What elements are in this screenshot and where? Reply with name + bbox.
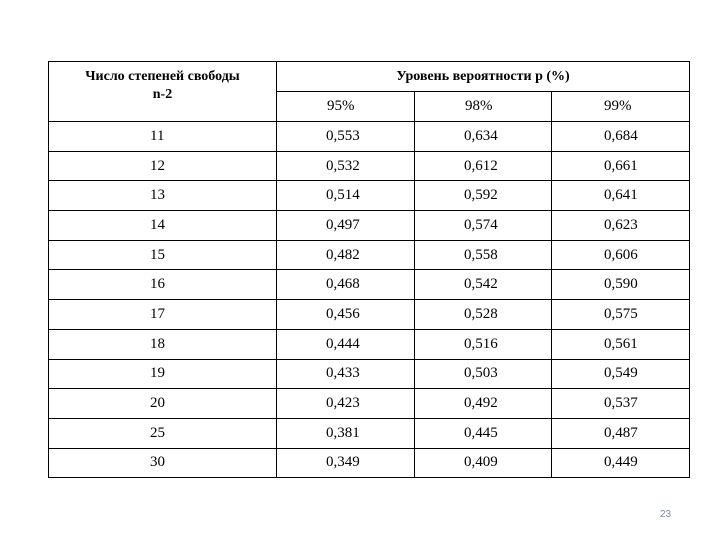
df-cell: 20 [49, 389, 277, 419]
df-cell: 30 [49, 448, 277, 478]
p95-cell: 0,349 [277, 448, 415, 478]
df-cell: 12 [49, 151, 277, 181]
p95-cell: 0,482 [277, 240, 415, 270]
df-cell: 19 [49, 359, 277, 389]
p95-cell: 0,433 [277, 359, 415, 389]
p98-cell: 0,612 [415, 151, 552, 181]
header-row-group [49, 62, 690, 92]
p99-cell: 0,623 [552, 211, 690, 241]
p99-cell: 0,606 [552, 240, 690, 270]
correlation-critical-values-table-wrapper [48, 61, 689, 478]
p98-cell: 0,516 [415, 329, 552, 359]
p99-cell: 0,561 [552, 329, 690, 359]
p99-cell: 0,590 [552, 270, 690, 300]
p98-cell: 0,503 [415, 359, 552, 389]
p98-cell: 0,445 [415, 418, 552, 448]
table-row [49, 211, 690, 241]
table-row [49, 181, 690, 211]
table-row [49, 359, 690, 389]
table-header [49, 62, 690, 122]
table-row [49, 389, 690, 419]
degrees-of-freedom-header-line1: Число степеней свободы [85, 69, 240, 84]
level-98-header-label: 98% [465, 98, 493, 114]
p98-cell: 0,528 [415, 300, 552, 330]
df-cell: 17 [49, 300, 277, 330]
table-row [49, 448, 690, 478]
p99-cell: 0,575 [552, 300, 690, 330]
table-row [49, 300, 690, 330]
table-row [49, 418, 690, 448]
p98-cell: 0,409 [415, 448, 552, 478]
p99-cell: 0,684 [552, 122, 690, 152]
level-95-header [277, 92, 415, 122]
p99-cell: 0,641 [552, 181, 690, 211]
degrees-of-freedom-header [49, 62, 277, 122]
level-95-header-label: 95% [327, 98, 355, 114]
p99-cell: 0,449 [552, 448, 690, 478]
page-number: 23 [660, 509, 672, 520]
p95-cell: 0,497 [277, 211, 415, 241]
df-cell: 15 [49, 240, 277, 270]
p99-cell: 0,487 [552, 418, 690, 448]
level-99-header [552, 92, 690, 122]
p95-cell: 0,532 [277, 151, 415, 181]
p95-cell: 0,423 [277, 389, 415, 419]
df-cell: 16 [49, 270, 277, 300]
df-cell: 14 [49, 211, 277, 241]
p98-cell: 0,542 [415, 270, 552, 300]
p95-cell: 0,456 [277, 300, 415, 330]
table-row [49, 329, 690, 359]
p95-cell: 0,444 [277, 329, 415, 359]
p98-cell: 0,492 [415, 389, 552, 419]
p95-cell: 0,468 [277, 270, 415, 300]
p98-cell: 0,634 [415, 122, 552, 152]
p98-cell: 0,558 [415, 240, 552, 270]
table-row [49, 151, 690, 181]
level-98-header [415, 92, 552, 122]
level-99-header-label: 99% [604, 98, 632, 114]
correlation-critical-values-table [48, 61, 690, 478]
df-cell: 11 [49, 122, 277, 152]
table-row [49, 122, 690, 152]
df-cell: 25 [49, 418, 277, 448]
p95-cell: 0,514 [277, 181, 415, 211]
table-row [49, 270, 690, 300]
p98-cell: 0,592 [415, 181, 552, 211]
table-row [49, 240, 690, 270]
p95-cell: 0,553 [277, 122, 415, 152]
degrees-of-freedom-header-line2: n-2 [152, 87, 173, 103]
p99-cell: 0,661 [552, 151, 690, 181]
p99-cell: 0,549 [552, 359, 690, 389]
p99-cell: 0,537 [552, 389, 690, 419]
probability-level-header: Уровень вероятности р (%) [277, 62, 690, 92]
df-cell: 13 [49, 181, 277, 211]
p98-cell: 0,574 [415, 211, 552, 241]
df-cell: 18 [49, 329, 277, 359]
table-body [49, 122, 690, 478]
p95-cell: 0,381 [277, 418, 415, 448]
